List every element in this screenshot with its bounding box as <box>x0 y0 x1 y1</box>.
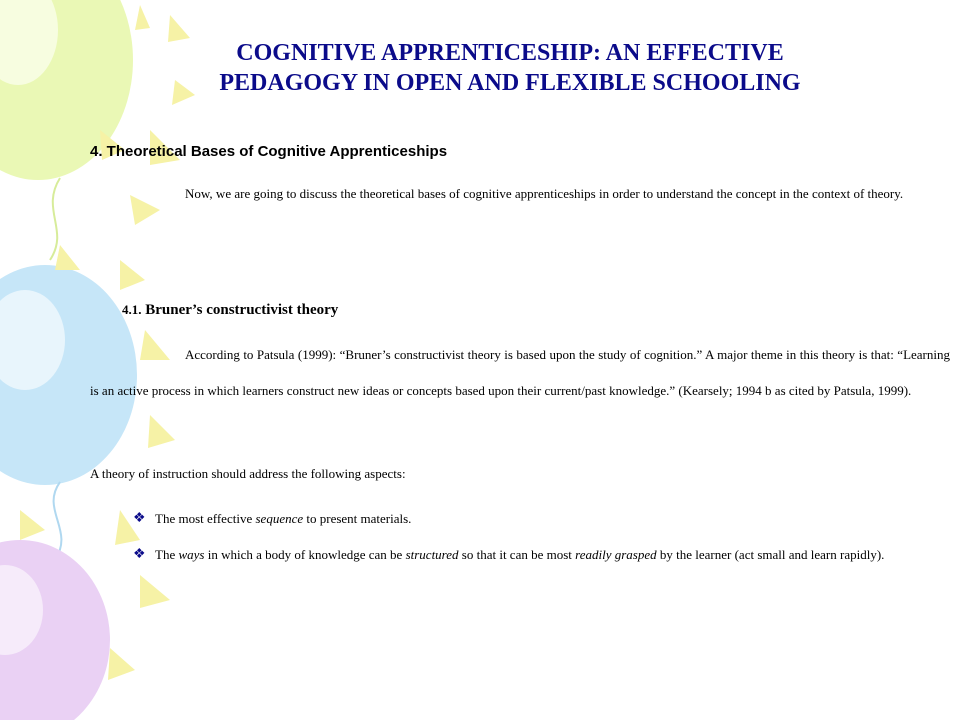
emphasis-ways: ways <box>178 547 205 562</box>
subsection-paragraph: According to Patsula (1999): “Bruner’s constructivist theory is based upon the study of cognition.” A major theme in this theory is that: “Learning is an active process in which learners construct new ideas or concepts based upon their current/past knowledge.” (Kearsely; 1994 b as cited by Patsula, 1999). <box>90 347 950 398</box>
list-intro: A theory of instruction should address the following aspects: <box>90 466 406 481</box>
title-line-2: PEDAGOGY IN OPEN AND FLEXIBLE SCHOOLING <box>219 70 801 96</box>
subsection-title: Bruner’s constructivist theory <box>145 302 339 318</box>
bullet-item-structure: ❖ The ways in which a body of knowledge can be structured so that it can be most readily grasped by the learner (act small and learn rapidly). <box>133 537 950 573</box>
bullet-list <box>133 501 950 573</box>
emphasis-sequence: sequence <box>255 511 304 526</box>
emphasis-structured: structured <box>405 547 459 562</box>
slide-title <box>150 38 870 98</box>
diamond-bullet-icon: ❖ <box>133 511 146 526</box>
emphasis-readily-grasped: readily grasped <box>575 547 657 562</box>
diamond-bullet-icon: ❖ <box>133 547 146 562</box>
green-balloon-string <box>50 178 60 260</box>
bullet-item-sequence: ❖ The most effective sequence to present materials. <box>133 501 950 537</box>
title-line-1: COGNITIVE APPRENTICESHIP: AN EFFECTIVE <box>236 40 784 66</box>
subsection-number: 4.1. <box>122 302 142 317</box>
section-heading: 4. Theoretical Bases of Cognitive Apprenticeships <box>90 143 448 160</box>
subsection-heading <box>122 302 338 319</box>
section-paragraph: Now, we are going to discuss the theoretical bases of cognitive apprenticeships in order to understand the concept in the context of theory. <box>185 186 904 201</box>
